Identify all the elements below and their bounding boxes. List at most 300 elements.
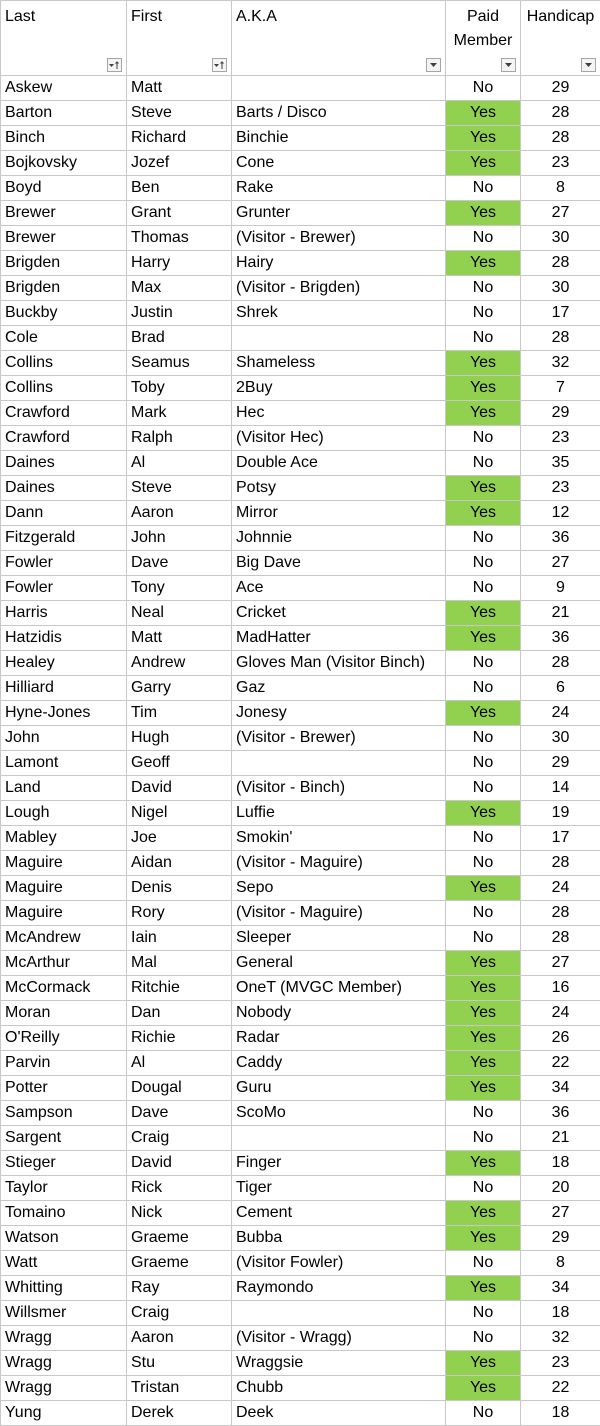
cell-handicap[interactable]: 36 — [521, 1101, 600, 1126]
cell-first[interactable]: Rick — [127, 1176, 232, 1201]
cell-aka[interactable]: Sleeper — [232, 926, 446, 951]
header-first-label: First — [131, 5, 231, 29]
cell-first[interactable]: Tony — [127, 576, 232, 601]
cell-handicap[interactable]: 20 — [521, 1176, 600, 1201]
cell-handicap[interactable]: 8 — [521, 176, 600, 201]
cell-aka[interactable]: Gloves Man (Visitor Binch) — [232, 651, 446, 676]
cell-first[interactable]: Matt — [127, 626, 232, 651]
cell-paid-member[interactable]: Yes — [446, 1076, 521, 1101]
cell-last[interactable]: Crawford — [1, 426, 127, 451]
cell-aka[interactable]: Cement — [232, 1201, 446, 1226]
cell-handicap[interactable]: 30 — [521, 226, 600, 251]
cell-aka[interactable]: Bubba — [232, 1226, 446, 1251]
cell-aka[interactable]: Nobody — [232, 1001, 446, 1026]
table-row — [1, 1276, 600, 1301]
cell-aka[interactable]: Johnnie — [232, 526, 446, 551]
cell-last[interactable]: Askew — [1, 76, 127, 101]
cell-aka[interactable]: (Visitor - Wragg) — [232, 1326, 446, 1351]
cell-first[interactable]: Al — [127, 1051, 232, 1076]
cell-aka[interactable]: Jonesy — [232, 701, 446, 726]
cell-paid-member[interactable]: No — [446, 776, 521, 801]
cell-aka[interactable]: OneT (MVGC Member) — [232, 976, 446, 1001]
cell-last[interactable]: O'Reilly — [1, 1026, 127, 1051]
cell-aka[interactable] — [232, 1126, 446, 1151]
cell-last[interactable]: Maguire — [1, 901, 127, 926]
cell-last[interactable]: Barton — [1, 101, 127, 126]
cell-last[interactable]: McArthur — [1, 951, 127, 976]
cell-paid-member[interactable]: Yes — [446, 1151, 521, 1176]
cell-aka[interactable]: Mirror — [232, 501, 446, 526]
cell-aka[interactable] — [232, 326, 446, 351]
cell-aka[interactable]: Gaz — [232, 676, 446, 701]
cell-handicap[interactable]: 29 — [521, 76, 600, 101]
cell-first[interactable]: Tristan — [127, 1376, 232, 1401]
cell-paid-member[interactable]: Yes — [446, 476, 521, 501]
cell-paid-member[interactable]: No — [446, 76, 521, 101]
cell-last[interactable]: Bojkovsky — [1, 151, 127, 176]
cell-paid-member[interactable]: No — [446, 726, 521, 751]
cell-handicap[interactable]: 17 — [521, 301, 600, 326]
cell-aka[interactable] — [232, 76, 446, 101]
cell-aka[interactable]: 2Buy — [232, 376, 446, 401]
cell-handicap[interactable]: 19 — [521, 801, 600, 826]
cell-handicap[interactable]: 6 — [521, 676, 600, 701]
cell-handicap[interactable]: 28 — [521, 101, 600, 126]
cell-first[interactable]: Brad — [127, 326, 232, 351]
cell-last[interactable]: Buckby — [1, 301, 127, 326]
cell-paid-member[interactable]: No — [446, 176, 521, 201]
cell-last[interactable]: Wragg — [1, 1376, 127, 1401]
cell-paid-member[interactable]: No — [446, 901, 521, 926]
cell-last[interactable]: Watt — [1, 1251, 127, 1276]
cell-last[interactable]: Maguire — [1, 851, 127, 876]
cell-paid-member[interactable]: Yes — [446, 1276, 521, 1301]
cell-first[interactable]: Craig — [127, 1301, 232, 1326]
cell-first[interactable]: Ritchie — [127, 976, 232, 1001]
cell-last[interactable]: Daines — [1, 451, 127, 476]
cell-aka[interactable]: Wraggsie — [232, 1351, 446, 1376]
cell-first[interactable]: Aaron — [127, 501, 232, 526]
cell-handicap[interactable]: 12 — [521, 501, 600, 526]
cell-paid-member[interactable]: Yes — [446, 1001, 521, 1026]
cell-first[interactable]: Justin — [127, 301, 232, 326]
cell-paid-member[interactable]: Yes — [446, 701, 521, 726]
cell-paid-member[interactable]: Yes — [446, 251, 521, 276]
table-row — [1, 901, 600, 926]
table-row — [1, 1001, 600, 1026]
cell-paid-member[interactable]: Yes — [446, 1201, 521, 1226]
cell-handicap[interactable]: 23 — [521, 426, 600, 451]
cell-handicap[interactable]: 28 — [521, 326, 600, 351]
cell-first[interactable]: Andrew — [127, 651, 232, 676]
cell-paid-member[interactable]: No — [446, 276, 521, 301]
cell-last[interactable]: Stieger — [1, 1151, 127, 1176]
cell-last[interactable]: McAndrew — [1, 926, 127, 951]
cell-handicap[interactable]: 24 — [521, 701, 600, 726]
cell-paid-member[interactable]: No — [446, 526, 521, 551]
cell-last[interactable]: Cole — [1, 326, 127, 351]
cell-last[interactable]: Whitting — [1, 1276, 127, 1301]
cell-first[interactable]: Jozef — [127, 151, 232, 176]
cell-first[interactable]: Denis — [127, 876, 232, 901]
cell-aka[interactable]: Sepo — [232, 876, 446, 901]
cell-paid-member[interactable]: No — [446, 1126, 521, 1151]
cell-handicap[interactable]: 29 — [521, 401, 600, 426]
cell-first[interactable]: Rory — [127, 901, 232, 926]
cell-paid-member[interactable]: Yes — [446, 951, 521, 976]
cell-first[interactable]: Aidan — [127, 851, 232, 876]
table-row — [1, 1176, 600, 1201]
cell-handicap[interactable]: 22 — [521, 1376, 600, 1401]
cell-handicap[interactable]: 16 — [521, 976, 600, 1001]
cell-aka[interactable]: (Visitor Hec) — [232, 426, 446, 451]
cell-handicap[interactable]: 36 — [521, 626, 600, 651]
cell-aka[interactable]: Luffie — [232, 801, 446, 826]
cell-aka[interactable]: (Visitor - Binch) — [232, 776, 446, 801]
table-row — [1, 326, 600, 351]
cell-last[interactable]: Boyd — [1, 176, 127, 201]
cell-first[interactable]: David — [127, 776, 232, 801]
cell-paid-member[interactable]: No — [446, 226, 521, 251]
cell-first[interactable]: Iain — [127, 926, 232, 951]
cell-paid-member[interactable]: Yes — [446, 101, 521, 126]
cell-handicap[interactable]: 27 — [521, 551, 600, 576]
cell-paid-member[interactable]: Yes — [446, 1226, 521, 1251]
cell-paid-member[interactable]: No — [446, 551, 521, 576]
cell-first[interactable]: Craig — [127, 1126, 232, 1151]
cell-handicap[interactable]: 24 — [521, 876, 600, 901]
cell-last[interactable]: Wragg — [1, 1351, 127, 1376]
cell-aka[interactable] — [232, 1301, 446, 1326]
cell-aka[interactable]: Tiger — [232, 1176, 446, 1201]
cell-first[interactable]: Graeme — [127, 1251, 232, 1276]
cell-handicap[interactable]: 8 — [521, 1251, 600, 1276]
cell-last[interactable]: Lough — [1, 801, 127, 826]
cell-handicap[interactable]: 27 — [521, 951, 600, 976]
cell-first[interactable]: Joe — [127, 826, 232, 851]
header-last-label: Last — [5, 5, 126, 29]
cell-paid-member[interactable]: Yes — [446, 151, 521, 176]
cell-last[interactable]: Sargent — [1, 1126, 127, 1151]
cell-first[interactable]: Thomas — [127, 226, 232, 251]
cell-first[interactable]: Ben — [127, 176, 232, 201]
cell-aka[interactable]: (Visitor - Maguire) — [232, 901, 446, 926]
cell-last[interactable]: Hyne-Jones — [1, 701, 127, 726]
table-row — [1, 551, 600, 576]
cell-last[interactable]: Maguire — [1, 876, 127, 901]
cell-first[interactable]: Steve — [127, 101, 232, 126]
cell-paid-member[interactable]: Yes — [446, 876, 521, 901]
cell-first[interactable]: Grant — [127, 201, 232, 226]
filter-button-first[interactable] — [212, 58, 227, 72]
cell-first[interactable]: Geoff — [127, 751, 232, 776]
cell-handicap[interactable]: 26 — [521, 1026, 600, 1051]
cell-last[interactable]: Mabley — [1, 826, 127, 851]
table-row — [1, 276, 600, 301]
cell-handicap[interactable]: 34 — [521, 1276, 600, 1301]
cell-paid-member[interactable]: No — [446, 926, 521, 951]
cell-handicap[interactable]: 32 — [521, 351, 600, 376]
cell-paid-member[interactable]: No — [446, 1326, 521, 1351]
cell-last[interactable]: McCormack — [1, 976, 127, 1001]
cell-aka[interactable]: Caddy — [232, 1051, 446, 1076]
cell-handicap[interactable]: 27 — [521, 1201, 600, 1226]
cell-aka[interactable]: (Visitor - Brigden) — [232, 276, 446, 301]
table-row — [1, 351, 600, 376]
cell-last[interactable]: John — [1, 726, 127, 751]
cell-handicap[interactable]: 28 — [521, 851, 600, 876]
cell-first[interactable]: Ralph — [127, 426, 232, 451]
cell-aka[interactable]: Binchie — [232, 126, 446, 151]
cell-paid-member[interactable]: Yes — [446, 626, 521, 651]
table-row — [1, 701, 600, 726]
cell-aka[interactable]: Grunter — [232, 201, 446, 226]
cell-aka[interactable]: (Visitor - Maguire) — [232, 851, 446, 876]
table-row — [1, 1201, 600, 1226]
cell-paid-member[interactable]: Yes — [446, 1051, 521, 1076]
cell-first[interactable]: John — [127, 526, 232, 551]
cell-paid-member[interactable]: Yes — [446, 1376, 521, 1401]
cell-paid-member[interactable]: No — [446, 851, 521, 876]
cell-paid-member[interactable]: No — [446, 576, 521, 601]
cell-last[interactable]: Hatzidis — [1, 626, 127, 651]
cell-handicap[interactable]: 23 — [521, 1351, 600, 1376]
cell-last[interactable]: Harris — [1, 601, 127, 626]
cell-handicap[interactable]: 21 — [521, 601, 600, 626]
cell-paid-member[interactable]: Yes — [446, 201, 521, 226]
cell-handicap[interactable]: 18 — [521, 1401, 600, 1426]
table-row — [1, 426, 600, 451]
cell-handicap[interactable]: 9 — [521, 576, 600, 601]
cell-aka[interactable]: Barts / Disco — [232, 101, 446, 126]
cell-first[interactable]: Dave — [127, 551, 232, 576]
cell-first[interactable]: Neal — [127, 601, 232, 626]
cell-last[interactable]: Brewer — [1, 226, 127, 251]
cell-handicap[interactable]: 35 — [521, 451, 600, 476]
cell-aka[interactable]: MadHatter — [232, 626, 446, 651]
cell-last[interactable]: Watson — [1, 1226, 127, 1251]
filter-button-handicap[interactable] — [581, 58, 596, 72]
cell-first[interactable]: Tim — [127, 701, 232, 726]
cell-aka[interactable]: Radar — [232, 1026, 446, 1051]
filter-button-paid[interactable] — [501, 58, 516, 72]
cell-aka[interactable]: Cricket — [232, 601, 446, 626]
cell-aka[interactable]: Smokin' — [232, 826, 446, 851]
cell-handicap[interactable]: 7 — [521, 376, 600, 401]
cell-handicap[interactable]: 28 — [521, 251, 600, 276]
cell-last[interactable]: Moran — [1, 1001, 127, 1026]
cell-first[interactable]: David — [127, 1151, 232, 1176]
cell-aka[interactable]: Ace — [232, 576, 446, 601]
cell-last[interactable]: Brigden — [1, 276, 127, 301]
cell-last[interactable]: Collins — [1, 376, 127, 401]
cell-last[interactable]: Sampson — [1, 1101, 127, 1126]
cell-handicap[interactable]: 14 — [521, 776, 600, 801]
cell-handicap[interactable]: 29 — [521, 1226, 600, 1251]
cell-aka[interactable]: Double Ace — [232, 451, 446, 476]
cell-first[interactable]: Mark — [127, 401, 232, 426]
cell-paid-member[interactable]: Yes — [446, 126, 521, 151]
cell-first[interactable]: Mal — [127, 951, 232, 976]
cell-handicap[interactable]: 28 — [521, 926, 600, 951]
dropdown-arrow-icon — [504, 62, 513, 68]
cell-handicap[interactable]: 29 — [521, 751, 600, 776]
cell-last[interactable]: Wragg — [1, 1326, 127, 1351]
cell-handicap[interactable]: 21 — [521, 1126, 600, 1151]
cell-last[interactable]: Dann — [1, 501, 127, 526]
cell-handicap[interactable]: 30 — [521, 276, 600, 301]
cell-first[interactable]: Seamus — [127, 351, 232, 376]
cell-aka[interactable]: Potsy — [232, 476, 446, 501]
cell-handicap[interactable]: 17 — [521, 826, 600, 851]
cell-paid-member[interactable]: No — [446, 1401, 521, 1426]
cell-aka[interactable]: ScoMo — [232, 1101, 446, 1126]
cell-aka[interactable]: (Visitor - Brewer) — [232, 726, 446, 751]
cell-aka[interactable]: General — [232, 951, 446, 976]
cell-last[interactable]: Fowler — [1, 551, 127, 576]
header-paid-label-line1: Paid — [446, 5, 520, 29]
cell-paid-member[interactable]: No — [446, 426, 521, 451]
cell-first[interactable]: Toby — [127, 376, 232, 401]
cell-last[interactable]: Land — [1, 776, 127, 801]
table-row — [1, 951, 600, 976]
cell-handicap[interactable]: 36 — [521, 526, 600, 551]
cell-last[interactable]: Fowler — [1, 576, 127, 601]
cell-last[interactable]: Binch — [1, 126, 127, 151]
cell-paid-member[interactable]: Yes — [446, 376, 521, 401]
cell-aka[interactable] — [232, 751, 446, 776]
cell-last[interactable]: Tomaino — [1, 1201, 127, 1226]
cell-last[interactable]: Fitzgerald — [1, 526, 127, 551]
cell-handicap[interactable]: 28 — [521, 126, 600, 151]
cell-first[interactable]: Harry — [127, 251, 232, 276]
table-body — [1, 76, 600, 1426]
table-row — [1, 501, 600, 526]
cell-paid-member[interactable]: No — [446, 1176, 521, 1201]
cell-first[interactable]: Richie — [127, 1026, 232, 1051]
table-row — [1, 976, 600, 1001]
cell-aka[interactable]: Cone — [232, 151, 446, 176]
cell-paid-member[interactable]: Yes — [446, 501, 521, 526]
cell-aka[interactable]: Hairy — [232, 251, 446, 276]
cell-aka[interactable]: Deek — [232, 1401, 446, 1426]
cell-first[interactable]: Al — [127, 451, 232, 476]
filter-button-last[interactable] — [107, 58, 122, 72]
cell-last[interactable]: Yung — [1, 1401, 127, 1426]
cell-handicap[interactable]: 28 — [521, 651, 600, 676]
cell-handicap[interactable]: 23 — [521, 476, 600, 501]
cell-first[interactable]: Dave — [127, 1101, 232, 1126]
cell-paid-member[interactable]: Yes — [446, 801, 521, 826]
cell-paid-member[interactable]: No — [446, 751, 521, 776]
cell-first[interactable]: Steve — [127, 476, 232, 501]
cell-handicap[interactable]: 18 — [521, 1301, 600, 1326]
cell-handicap[interactable]: 28 — [521, 901, 600, 926]
cell-aka[interactable]: (Visitor - Brewer) — [232, 226, 446, 251]
cell-handicap[interactable]: 24 — [521, 1001, 600, 1026]
cell-aka[interactable]: Rake — [232, 176, 446, 201]
cell-last[interactable]: Potter — [1, 1076, 127, 1101]
cell-first[interactable]: Dougal — [127, 1076, 232, 1101]
cell-first[interactable]: Max — [127, 276, 232, 301]
cell-first[interactable]: Hugh — [127, 726, 232, 751]
cell-last[interactable]: Crawford — [1, 401, 127, 426]
cell-first[interactable]: Dan — [127, 1001, 232, 1026]
cell-paid-member[interactable]: No — [446, 676, 521, 701]
cell-paid-member[interactable]: No — [446, 826, 521, 851]
cell-last[interactable]: Taylor — [1, 1176, 127, 1201]
cell-paid-member[interactable]: Yes — [446, 1026, 521, 1051]
cell-handicap[interactable]: 32 — [521, 1326, 600, 1351]
cell-aka[interactable]: Big Dave — [232, 551, 446, 576]
cell-aka[interactable]: (Visitor Fowler) — [232, 1251, 446, 1276]
cell-paid-member[interactable]: No — [446, 1301, 521, 1326]
filter-button-aka[interactable] — [426, 58, 441, 72]
table-row — [1, 1101, 600, 1126]
table-row — [1, 751, 600, 776]
cell-handicap[interactable]: 34 — [521, 1076, 600, 1101]
cell-handicap[interactable]: 23 — [521, 151, 600, 176]
cell-first[interactable]: Graeme — [127, 1226, 232, 1251]
cell-last[interactable]: Collins — [1, 351, 127, 376]
cell-handicap[interactable]: 22 — [521, 1051, 600, 1076]
cell-first[interactable]: Richard — [127, 126, 232, 151]
cell-paid-member[interactable]: Yes — [446, 1351, 521, 1376]
cell-last[interactable]: Daines — [1, 476, 127, 501]
cell-last[interactable]: Willsmer — [1, 1301, 127, 1326]
cell-first[interactable]: Nick — [127, 1201, 232, 1226]
cell-last[interactable]: Lamont — [1, 751, 127, 776]
table-row — [1, 1251, 600, 1276]
cell-paid-member[interactable]: Yes — [446, 976, 521, 1001]
cell-first[interactable]: Stu — [127, 1351, 232, 1376]
cell-handicap[interactable]: 18 — [521, 1151, 600, 1176]
table-row — [1, 876, 600, 901]
cell-handicap[interactable]: 27 — [521, 201, 600, 226]
cell-last[interactable]: Brewer — [1, 201, 127, 226]
cell-paid-member[interactable]: No — [446, 326, 521, 351]
cell-aka[interactable]: Shrek — [232, 301, 446, 326]
dropdown-arrow-icon — [584, 62, 593, 68]
cell-first[interactable]: Matt — [127, 76, 232, 101]
cell-first[interactable]: Nigel — [127, 801, 232, 826]
cell-aka[interactable]: Hec — [232, 401, 446, 426]
cell-last[interactable]: Brigden — [1, 251, 127, 276]
cell-last[interactable]: Hilliard — [1, 676, 127, 701]
cell-paid-member[interactable]: Yes — [446, 401, 521, 426]
cell-paid-member[interactable]: Yes — [446, 351, 521, 376]
cell-paid-member[interactable]: No — [446, 1101, 521, 1126]
cell-first[interactable]: Aaron — [127, 1326, 232, 1351]
cell-paid-member[interactable]: No — [446, 651, 521, 676]
cell-paid-member[interactable]: No — [446, 1251, 521, 1276]
header-row — [1, 1, 600, 76]
cell-aka[interactable]: Raymondo — [232, 1276, 446, 1301]
cell-aka[interactable]: Shameless — [232, 351, 446, 376]
cell-first[interactable]: Ray — [127, 1276, 232, 1301]
cell-first[interactable]: Garry — [127, 676, 232, 701]
cell-handicap[interactable]: 30 — [521, 726, 600, 751]
cell-paid-member[interactable]: No — [446, 451, 521, 476]
cell-aka[interactable]: Finger — [232, 1151, 446, 1176]
cell-last[interactable]: Parvin — [1, 1051, 127, 1076]
cell-paid-member[interactable]: Yes — [446, 601, 521, 626]
cell-last[interactable]: Healey — [1, 651, 127, 676]
cell-aka[interactable]: Chubb — [232, 1376, 446, 1401]
cell-paid-member[interactable]: No — [446, 301, 521, 326]
cell-first[interactable]: Derek — [127, 1401, 232, 1426]
cell-aka[interactable]: Guru — [232, 1076, 446, 1101]
